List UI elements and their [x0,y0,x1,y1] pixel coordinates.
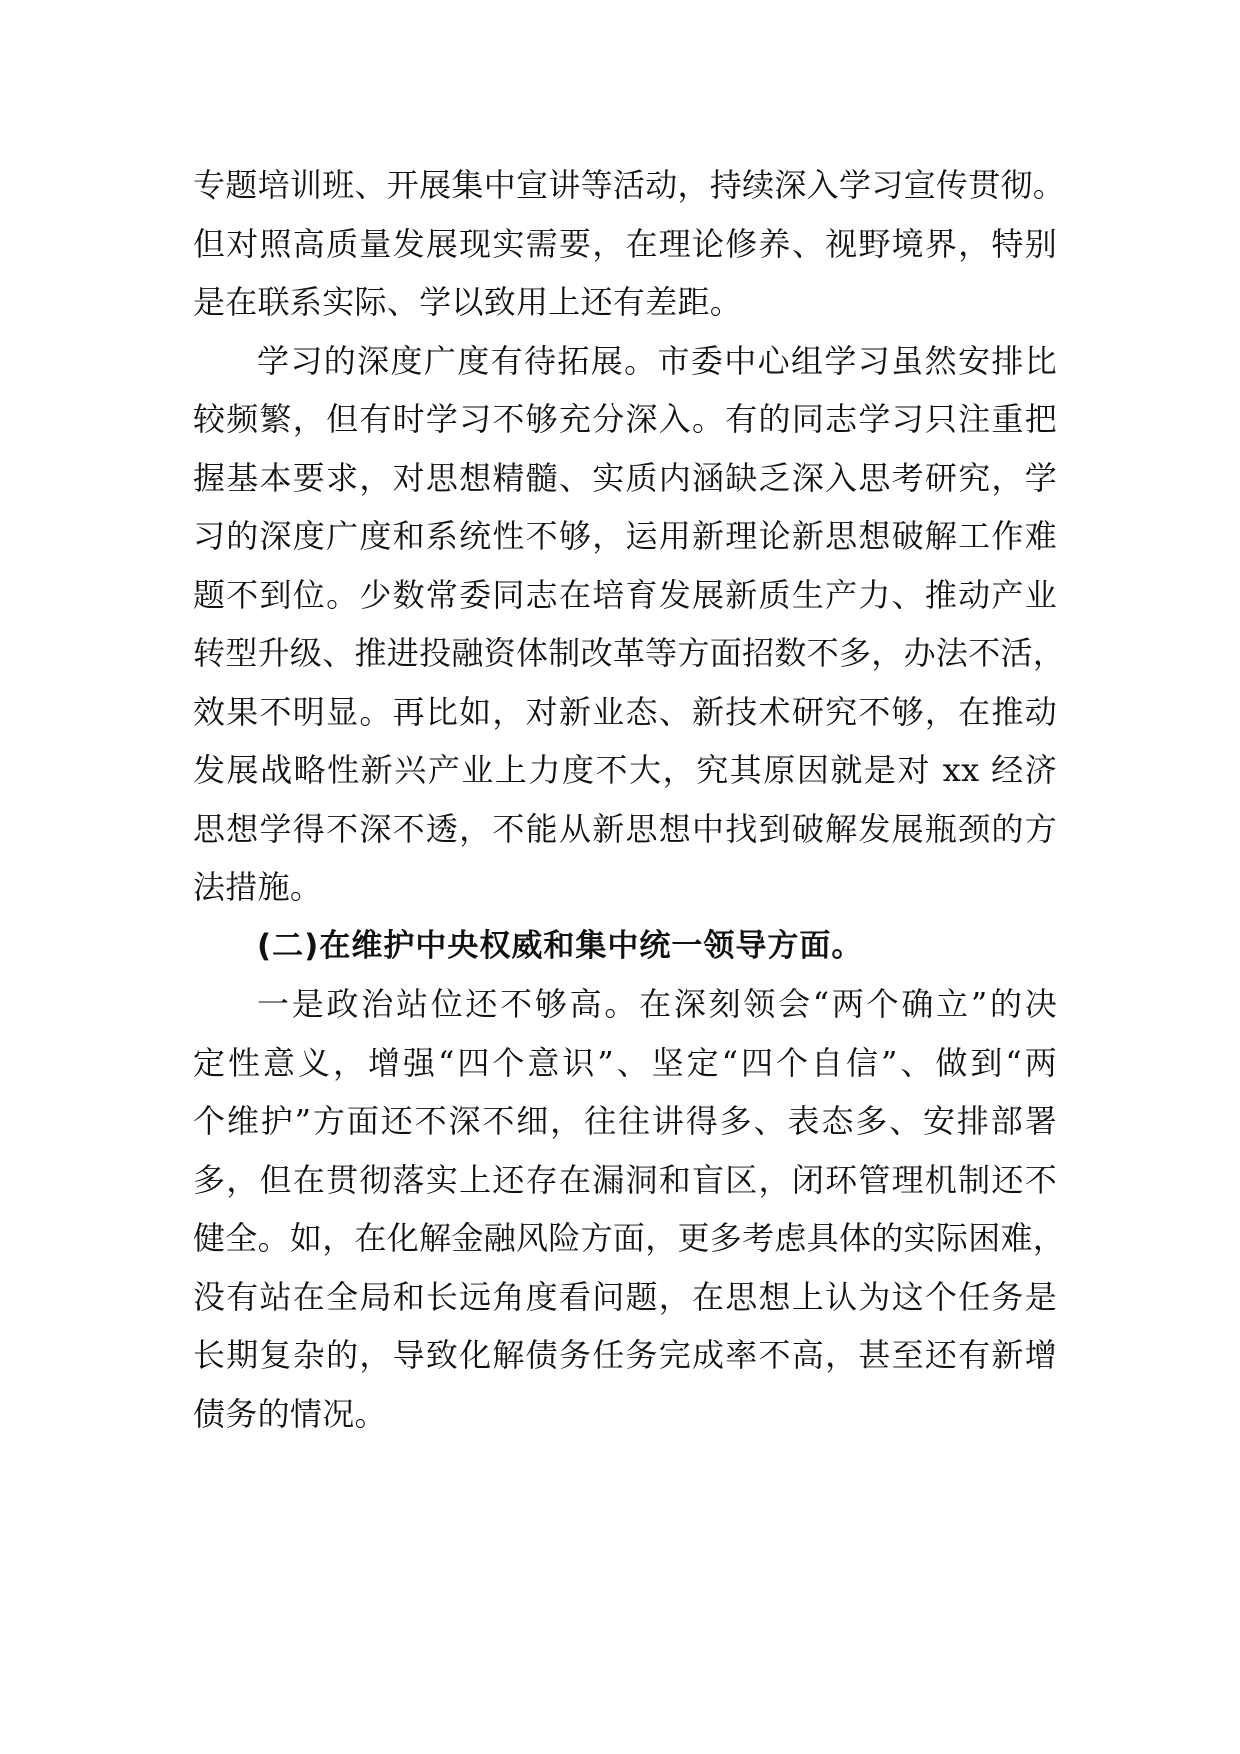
text-line: 但对照高质量发展现实需要，在理论修养、视野境界，特别 [193,224,1057,263]
text-line: 习的深度广度和系统性不够，运用新理论新思想破解工作难 [193,517,1057,555]
text-line: 思想学得不深不透，不能从新思想中找到破解发展瓶颈的方 [193,809,1057,848]
text-line: 发展战略性新兴产业上力度不大，究其原因就是对 xx 经济 [193,751,1057,789]
text-line: 个维护”方面还不深不细，往往讲得多、表态多、安排部署 [193,1102,1057,1140]
text-line: 定性意义，增强“四个意识”、坚定“四个自信”、做到“两 [193,1043,1057,1082]
text-line: 长期复杂的，导致化解债务任务完成率不高，甚至还有新增 [193,1336,1057,1374]
text-line: 是在联系实际、学以致用上还有差距。 [193,283,743,321]
text-line: 健全。如，在化解金融风险方面，更多考虑具体的实际困难， [193,1219,1066,1257]
paragraph-first-line: 一是政治站位还不够高。在深刻领会“两个确立”的决 [257,985,1057,1023]
paragraph-first-line: 学习的深度广度有待拓展。市委中心组学习虽然安排比 [257,341,1057,380]
text-line: 没有站在全局和长远角度看问题，在思想上认为这个任务是 [193,1277,1057,1316]
section-heading: (二)在维护中央权威和集中统一领导方面。 [257,927,864,964]
text-line: 多，但在贯彻落实上还存在漏洞和盲区，闭环管理机制还不 [193,1160,1057,1199]
text-line: 债务的情况。 [193,1394,387,1433]
text-line: 题不到位。少数常委同志在培育发展新质生产力、推动产业 [193,575,1057,614]
document-body [193,156,1066,1443]
text-line: 握基本要求，对思想精髓、实质内涵缺乏深入思考研究，学 [193,458,1057,497]
text-line: 较频繁，但有时学习不够充分深入。有的同志学习只注重把 [193,400,1057,438]
text-line: 效果不明显。再比如，对新业态、新技术研究不够，在推动 [193,692,1057,731]
text-line: 专题培训班、开展集中宣讲等活动，持续深入学习宣传贯彻。 [193,166,1066,204]
text-line: 转型升级、推进投融资体制改革等方面招数不多，办法不活， [193,634,1066,672]
text-line: 法措施。 [193,868,323,906]
